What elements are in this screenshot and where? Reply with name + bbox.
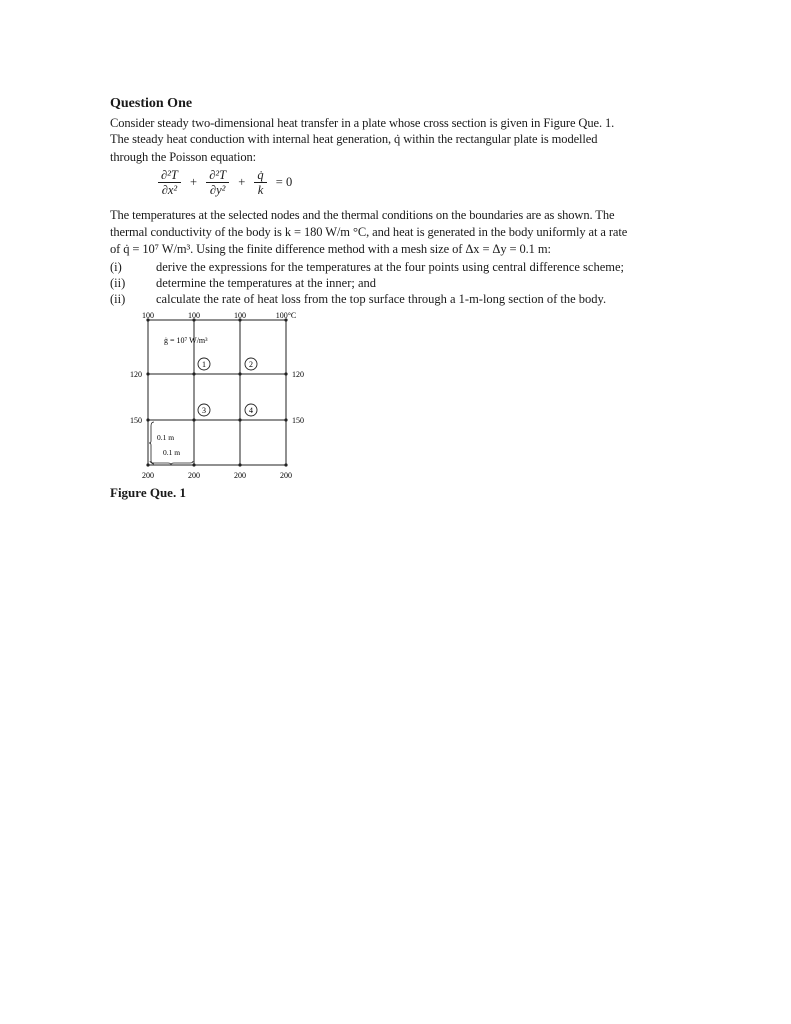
node-1 [198,358,210,370]
bottom-label: 200 [234,471,246,480]
top-label: 100 [234,311,246,320]
left-label: 120 [130,370,142,379]
task-item: (ii) calculate the rate of heat loss from the top surface through a 1-m-long section of the body. [110,292,607,306]
left-label: 150 [130,416,142,425]
term-q-over-k: $\frac{q̇}{k}$ [254,168,266,197]
right-label: 120 [292,370,304,379]
top-label: 100°C [275,311,297,320]
task-item: (ii) determine the temperatures at the inner; and [110,276,377,290]
bottom-label: 200 [142,471,154,480]
top-label: 100 [188,311,200,320]
poisson-equation: $\frac{\text{∂²T}}{\text{∂x²}}$ + $\frac{\text{∂²T}}{\text{∂y²}}$ + $\frac{q̇}{k}$ = 0 [156,168,296,197]
figure-caption: Figure Que. 1 [110,485,186,500]
bottom-label: 200 [188,471,200,480]
body-line-3: of q̇ = 10⁷ W/m³. Using the finite difference method with a mesh size of Δx = Δy = 0.1 m: [110,242,551,256]
horizontal-dimension-brace [150,461,193,465]
intro-line-1: Consider steady two-dimensional heat transfer in a plate whose cross section is given in Figure Que. 1. [110,116,615,130]
svg-text:2: 2 [249,360,253,369]
node-3 [198,404,210,416]
node-2 [245,358,257,370]
generation-label: ġ = 10⁷ W/m³ [164,336,208,345]
intro-line-3: through the Poisson equation: [110,150,257,164]
term-d2t-dx2: $\frac{\text{∂²T}}{\text{∂x²}}$ [158,168,181,197]
top-label: 100 [142,311,154,320]
svg-text:4: 4 [249,406,253,415]
body-line-1: The temperatures at the selected nodes and the thermal conditions on the boundaries are as shown. The [110,208,615,222]
right-label: 150 [292,416,304,425]
bottom-label: 200 [280,471,292,480]
vertical-dimension-brace [149,422,154,464]
vertical-dimension-label: 0.1 m [157,433,175,442]
svg-text:1: 1 [202,360,206,369]
horizontal-dimension-label: 0.1 m [163,448,181,457]
svg-text:3: 3 [202,406,206,415]
term-d2t-dy2: $\frac{\text{∂²T}}{\text{∂y²}}$ [206,168,229,197]
body-line-2: thermal conductivity of the body is k = 180 W/m °C, and heat is generated in the body uniformly at a rate [110,225,628,239]
intro-line-2: The steady heat conduction with internal heat generation, q̇ within the rectangular plate is modelled [110,132,598,146]
question-title: Question One [110,96,193,111]
node-4 [245,404,257,416]
grid-figure [120,310,320,485]
task-item: (i) derive the expressions for the temperatures at the four points using central difference scheme; [110,260,624,274]
